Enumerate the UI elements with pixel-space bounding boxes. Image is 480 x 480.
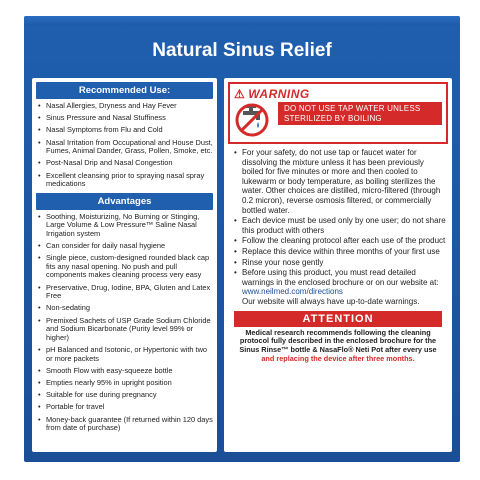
list-item: • Can consider for daily nasal hygiene: [38, 242, 213, 251]
list-item: • Portable for travel: [38, 403, 213, 412]
list-item: • Rinse your nose gently: [234, 258, 446, 268]
warning-triangle-icon: ⚠: [234, 87, 246, 101]
warning-title-text: WARNING: [248, 87, 310, 101]
tap-water-notice: DO NOT USE TAP WATER UNLESS STERILIZED BY BOILING: [278, 102, 442, 125]
list-item: • Soothing, Moisturizing, No Burning or Stinging, Large Volume & Low Pressure™ Saline Nasal Irrigation system: [38, 213, 213, 239]
list-item: • Follow the cleaning protocol after each use of the product: [234, 236, 446, 246]
attention-header: ATTENTION: [234, 311, 442, 327]
recommended-use-header: Recommended Use:: [36, 82, 213, 99]
brochure-notice: Before using this product, you must read detailed warnings in the enclosed brochure or on our website at:: [242, 268, 439, 287]
list-item: • pH Balanced and Isotonic, or Hypertonic with two or more packets: [38, 346, 213, 363]
tap-water-warning: [228, 100, 448, 144]
list-item: • Replace this device within three months of your first use: [234, 247, 446, 257]
list-item: • Each device must be used only by one user; do not share this product with others: [234, 216, 446, 235]
website-notice: Our website will always have up-to-date warnings.: [242, 296, 420, 306]
list-item: • Suitable for use during pregnancy: [38, 391, 213, 400]
list-item: • Nasal Symptoms from Flu and Cold: [38, 126, 213, 135]
info-panel-left: [32, 78, 217, 452]
attention-emphasis: and replacing the device after three months.: [261, 353, 415, 363]
headline: Natural Sinus Relief: [152, 40, 332, 61]
list-item: • Preservative, Drug, Iodine, BPA, Gluten and Latex Free: [38, 284, 213, 301]
list-item: • Excellent cleansing prior to spraying nasal spray medications: [38, 172, 213, 189]
box-top-band: [24, 16, 460, 26]
list-item: [234, 268, 446, 306]
list-item: • Nasal Irritation from Occupational and House Dust, Fumes, Animal Dander, Grass, Pollen, Smoke, etc.: [38, 139, 213, 156]
list-item: • Single piece, custom-designed rounded black cap fits any nasal opening. No push and pull components makes cleaning process very easy: [38, 254, 213, 280]
list-item: • Sinus Pressure and Nasal Stuffiness: [38, 114, 213, 123]
list-item: • Non-sedating: [38, 304, 213, 313]
attention-text: [234, 329, 442, 364]
list-item: • Premixed Sachets of USP Grade Sodium Chloride and Sodium Bicarbonate (Purity level 99% or higher): [38, 317, 213, 343]
warning-list: [224, 148, 452, 307]
list-item: • For your safety, do not use tap or faucet water for dissolving the mixture unless it has been previously boiled for five minutes or more and then cooled to lukewarm or body temperature, as boiling sterilizes the water. Other choices are distilled, micro-filtered (through 0.2 micron), reverse osmosis filtered, or commercially bottled water.: [234, 148, 446, 215]
info-panel-right: [224, 78, 452, 452]
list-item: • Money-back guarantee (If returned within 120 days from date of purchase): [38, 416, 213, 433]
warning-title: [234, 87, 310, 101]
recommended-use-list: [32, 102, 217, 189]
advantages-list: [32, 213, 217, 433]
no-tap-water-icon: [234, 102, 270, 138]
website-link[interactable]: www.neilmed.com/directions: [242, 287, 343, 297]
list-item: • Post-Nasal Drip and Nasal Congestion: [38, 159, 213, 168]
warning-header: [228, 82, 448, 100]
list-item: • Nasal Allergies, Dryness and Hay Fever: [38, 102, 213, 111]
attention-main: Medical research recommends following the cleaning protocol fully described in the enclosed brochure for the Sinus Rinse™ bottle & NasaFlo® Neti Pot after every use: [239, 327, 437, 355]
list-item: • Smooth Flow with easy-squeeze bottle: [38, 367, 213, 376]
list-item: • Empties nearly 95% in upright position: [38, 379, 213, 388]
product-box: [24, 16, 460, 462]
advantages-header: Advantages: [36, 193, 213, 210]
